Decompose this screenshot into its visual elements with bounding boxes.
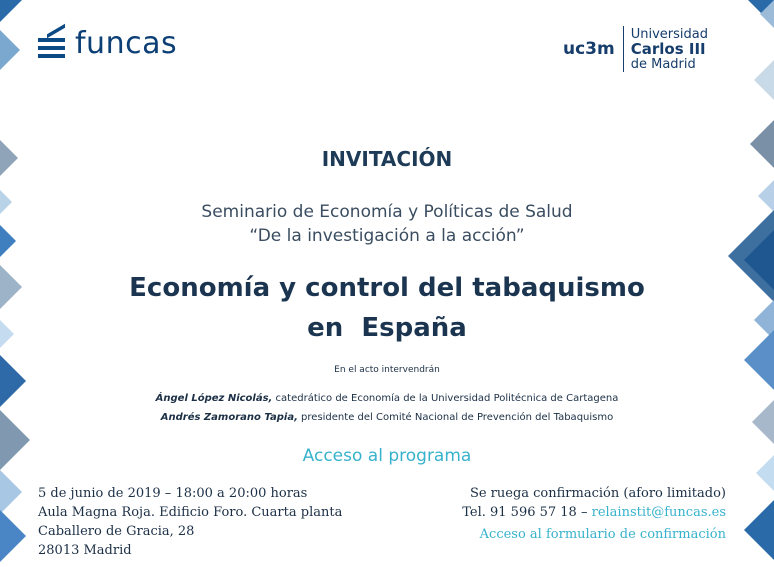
speakers-list xyxy=(0,389,774,427)
uc3m-logo-name xyxy=(631,27,708,72)
rsvp-phone: Tel. 91 596 57 18 – xyxy=(462,505,592,520)
event-city: 28013 Madrid xyxy=(38,543,132,558)
speaker-name: Andrés Zamorano Tapia, xyxy=(160,412,298,423)
seminar-subtitle: “De la investigación a la acción” xyxy=(249,226,525,246)
speaker-role: catedrático de Economía de la Universidad Politécnica de Cartagena xyxy=(272,393,619,404)
seminar-name: Seminario de Economía y Políticas de Salud xyxy=(201,202,573,222)
uc3m-name-line3: de Madrid xyxy=(630,56,696,72)
left-decorative-border xyxy=(0,0,50,567)
headline-line2: en España xyxy=(307,313,467,343)
event-venue: Aula Magna Roja. Edificio Foro. Cuarta planta xyxy=(38,505,343,520)
event-details xyxy=(38,484,342,560)
speaker-name: Ángel López Nicolás, xyxy=(155,393,273,404)
uc3m-logo-short: uc3m xyxy=(563,39,615,59)
uc3m-logo-divider xyxy=(623,26,624,72)
rsvp-email-link[interactable]: relainstit@funcas.es xyxy=(591,505,726,520)
event-headline xyxy=(123,268,651,348)
speaker-item xyxy=(0,389,774,408)
funcas-logo-icon xyxy=(38,29,65,59)
event-street: Caballero de Gracia, 28 xyxy=(38,524,195,539)
uc3m-logo xyxy=(563,26,708,72)
rsvp-note: Se ruega confirmación (aforo limitado) xyxy=(469,486,726,501)
funcas-logo xyxy=(38,26,177,61)
uc3m-name-line1: Universidad xyxy=(630,26,708,42)
rsvp-block xyxy=(462,484,726,544)
speakers-intro: En el acto intervendrán xyxy=(334,365,440,375)
funcas-logo-text: funcas xyxy=(75,26,178,61)
invitation-title: INVITACIÓN xyxy=(321,147,453,171)
seminar-block xyxy=(0,200,774,248)
uc3m-name-line2: Carlos III xyxy=(630,39,706,58)
speaker-role: presidente del Comité Nacional de Prevención del Tabaquismo xyxy=(297,412,614,423)
rsvp-contact xyxy=(462,503,726,522)
program-link[interactable]: Acceso al programa xyxy=(302,446,472,466)
right-decorative-border xyxy=(714,0,774,567)
rsvp-form-link[interactable]: Acceso al formulario de confirmación xyxy=(479,527,726,542)
event-date-time: 5 de junio de 2019 – 18:00 a 20:00 horas xyxy=(38,486,308,501)
speaker-item xyxy=(0,408,774,427)
headline-line1: Economía y control del tabaquismo xyxy=(129,273,645,303)
